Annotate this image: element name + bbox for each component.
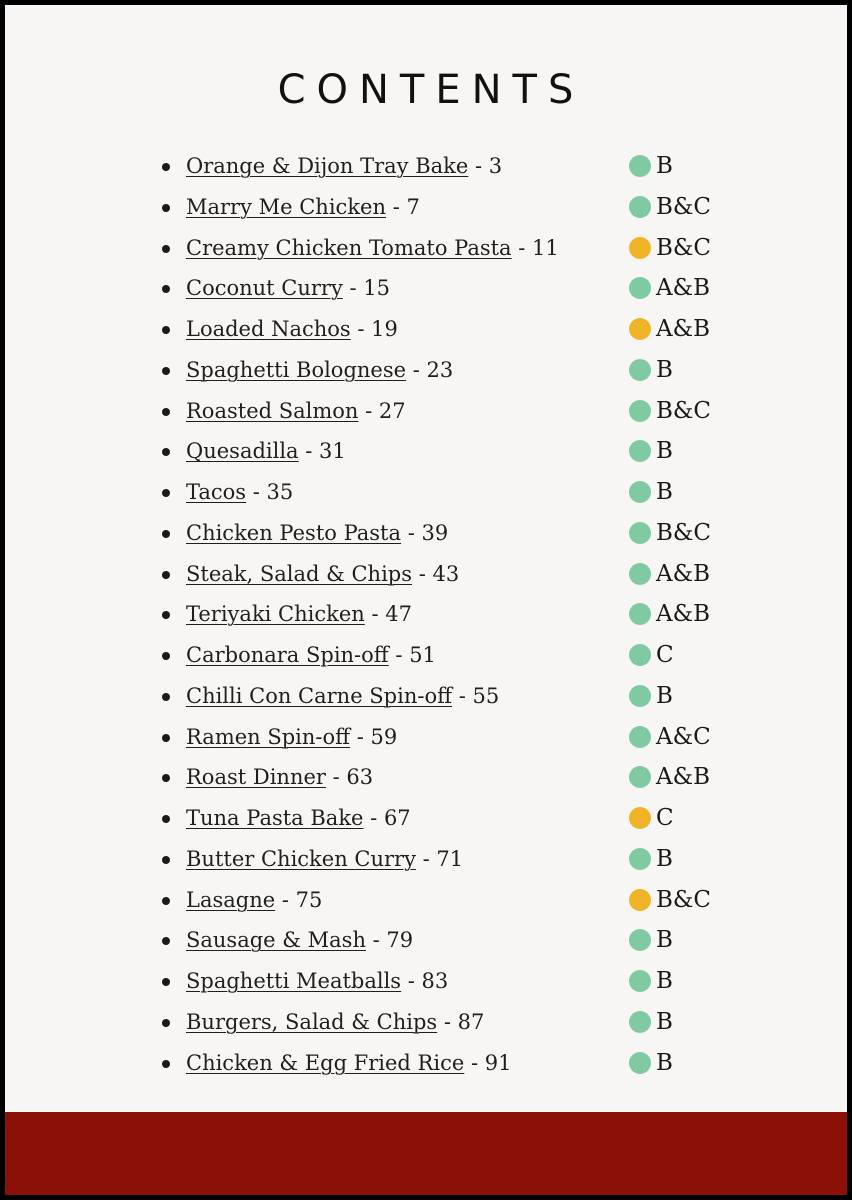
recipe-link[interactable]: Roasted Salmon [186, 398, 359, 423]
category-label: C [656, 805, 674, 831]
list-item [5, 961, 847, 1001]
list-item [5, 839, 847, 879]
page-number: - 79 [372, 928, 414, 953]
entry [186, 431, 346, 471]
category-label: B [656, 153, 673, 179]
recipe-link[interactable]: Tacos [186, 480, 247, 504]
page-title: CONTENTS [277, 67, 585, 113]
category-label: C [656, 642, 674, 668]
recipe-link[interactable]: Burgers, Salad & Chips [186, 1009, 438, 1034]
entry [186, 187, 420, 227]
entry [186, 594, 412, 634]
list-item [5, 676, 847, 716]
category-label: B [656, 1049, 673, 1076]
entry [186, 309, 398, 349]
list-item [5, 920, 847, 960]
green-dot-icon [629, 440, 651, 462]
page-number: - 63 [332, 765, 374, 790]
recipe-link[interactable]: Orange & Dijon Tray Bake [186, 154, 469, 178]
green-dot-icon [629, 1052, 651, 1074]
category-label: B&C [656, 234, 711, 261]
list-item [5, 798, 847, 838]
recipe-link[interactable]: Carbonara Spin-off [186, 643, 389, 667]
category-label: B [656, 845, 673, 872]
page-number: - 7 [392, 194, 420, 219]
entry [186, 798, 411, 838]
category-label: B&C [656, 519, 711, 546]
page-number: - 51 [395, 643, 436, 667]
recipe-link[interactable]: Quesadilla [186, 439, 299, 464]
list-item [5, 146, 847, 186]
category-label: B&C [656, 886, 711, 913]
bullet-icon [162, 1060, 170, 1068]
green-dot-icon [629, 603, 651, 625]
category-label: A&B [656, 275, 710, 302]
green-dot-icon [629, 929, 651, 951]
entry [186, 920, 413, 960]
yellow-dot-icon [629, 807, 651, 829]
contents-page [5, 5, 847, 1195]
page-number: - 11 [518, 235, 559, 260]
list-item [5, 268, 847, 308]
page-number: - 35 [252, 480, 294, 504]
entry [186, 635, 436, 675]
page-number: - 83 [407, 969, 449, 993]
entry [186, 1043, 511, 1083]
page-number: - 91 [470, 1050, 512, 1075]
list-item [5, 228, 847, 268]
entry [186, 268, 390, 308]
recipe-link[interactable]: Spaghetti Bolognese [186, 357, 407, 382]
yellow-dot-icon [629, 889, 651, 911]
category-label: A&C [656, 723, 711, 750]
list-item [5, 513, 847, 553]
recipe-link[interactable]: Ramen Spin-off [186, 724, 351, 749]
list-item [5, 472, 847, 512]
category-label: B [656, 968, 673, 994]
page-number: - 27 [365, 398, 406, 423]
entry [186, 961, 448, 1001]
recipe-link[interactable]: Spaghetti Meatballs [186, 969, 402, 993]
list-item [5, 594, 847, 634]
recipe-link[interactable]: Creamy Chicken Tomato Pasta [186, 235, 512, 260]
list-item [5, 187, 847, 227]
entry [186, 717, 397, 757]
page-number: - 59 [356, 724, 398, 749]
entry [186, 391, 406, 431]
green-dot-icon [629, 481, 651, 503]
recipe-link[interactable]: Sausage & Mash [186, 928, 366, 953]
entry [186, 513, 448, 553]
entry [186, 350, 453, 390]
green-dot-icon [629, 1011, 651, 1033]
category-label: B [656, 356, 673, 383]
yellow-dot-icon [629, 318, 651, 340]
recipe-link[interactable]: Chicken & Egg Fried Rice [186, 1050, 465, 1075]
green-dot-icon [629, 644, 651, 666]
entry [186, 757, 373, 797]
green-dot-icon [629, 848, 651, 870]
list-item [5, 350, 847, 390]
bullet-icon [162, 897, 170, 905]
bullet-icon [162, 734, 170, 742]
recipe-link[interactable]: Tuna Pasta Bake [186, 806, 364, 830]
page-number: - 3 [475, 154, 503, 178]
list-item [5, 391, 847, 431]
category-label: A&B [656, 601, 710, 628]
bullet-icon [162, 611, 170, 619]
page-number: - 19 [357, 317, 398, 341]
entry [186, 228, 559, 268]
page-number: - 23 [412, 357, 454, 382]
bullet-icon [162, 856, 170, 864]
recipe-link[interactable]: Marry Me Chicken [186, 194, 386, 219]
green-dot-icon [629, 766, 651, 788]
entry [186, 880, 322, 920]
list-item [5, 757, 847, 797]
page-number: - 43 [418, 561, 460, 586]
bullet-icon [162, 326, 170, 334]
green-dot-icon [629, 726, 651, 748]
green-dot-icon [629, 196, 651, 218]
category-label: A&B [656, 560, 710, 587]
category-label: B [656, 1008, 673, 1035]
bullet-icon [162, 774, 170, 782]
recipe-link[interactable]: Butter Chicken Curry [186, 846, 416, 871]
bullet-icon [162, 408, 170, 416]
bullet-icon [162, 367, 170, 375]
list-item [5, 1002, 847, 1042]
category-label: A&B [656, 316, 710, 342]
bullet-icon [162, 204, 170, 212]
entry [186, 472, 293, 512]
entry [186, 1002, 484, 1042]
yellow-dot-icon [629, 237, 651, 259]
entry [186, 554, 459, 594]
entry [186, 839, 463, 879]
bullet-icon [162, 448, 170, 456]
entry [186, 146, 502, 186]
bullet-icon [162, 285, 170, 293]
recipe-link[interactable]: Lasagne [186, 887, 276, 912]
bullet-icon [162, 937, 170, 945]
bullet-icon [162, 163, 170, 171]
page-number: - 15 [349, 276, 391, 301]
bullet-icon [162, 571, 170, 579]
page-number: - 31 [305, 439, 346, 464]
bullet-icon [162, 530, 170, 538]
page-number: - 71 [422, 846, 464, 871]
list-item [5, 635, 847, 675]
bullet-icon [162, 245, 170, 253]
bullet-icon [162, 815, 170, 823]
entry [186, 676, 499, 716]
recipe-link[interactable]: Chilli Con Carne Spin-off [186, 683, 453, 708]
page-number: - 39 [407, 520, 449, 545]
recipe-link[interactable]: Loaded Nachos [186, 317, 351, 341]
category-label: B [656, 438, 673, 465]
category-label: B&C [656, 397, 711, 424]
category-label: B [656, 927, 673, 954]
recipe-link[interactable]: Teriyaki Chicken [186, 602, 365, 627]
bullet-icon [162, 978, 170, 986]
page-number: - 75 [281, 887, 323, 912]
bullet-icon [162, 1019, 170, 1027]
recipe-link[interactable]: Coconut Curry [186, 276, 343, 301]
category-label: A&B [656, 764, 710, 791]
green-dot-icon [629, 359, 651, 381]
list-item [5, 1043, 847, 1083]
page-number: - 67 [370, 806, 411, 830]
list-item [5, 554, 847, 594]
green-dot-icon [629, 277, 651, 299]
green-dot-icon [629, 522, 651, 544]
recipe-link[interactable]: Roast Dinner [186, 765, 326, 790]
list-item [5, 880, 847, 920]
bullet-icon [162, 489, 170, 497]
recipe-link[interactable]: Steak, Salad & Chips [186, 561, 413, 586]
footer-band [5, 1112, 847, 1195]
bullet-icon [162, 652, 170, 660]
category-label: B&C [656, 193, 711, 220]
list-item [5, 717, 847, 757]
page-number: - 55 [458, 683, 500, 708]
green-dot-icon [629, 970, 651, 992]
list-item [5, 309, 847, 349]
green-dot-icon [629, 685, 651, 707]
green-dot-icon [629, 400, 651, 422]
category-label: B [656, 682, 673, 709]
recipe-link[interactable]: Chicken Pesto Pasta [186, 520, 402, 545]
list-item [5, 431, 847, 471]
bullet-icon [162, 693, 170, 701]
page-number: - 47 [371, 602, 412, 627]
page-number: - 87 [443, 1009, 485, 1034]
green-dot-icon [629, 155, 651, 177]
category-label: B [656, 479, 673, 505]
green-dot-icon [629, 563, 651, 585]
